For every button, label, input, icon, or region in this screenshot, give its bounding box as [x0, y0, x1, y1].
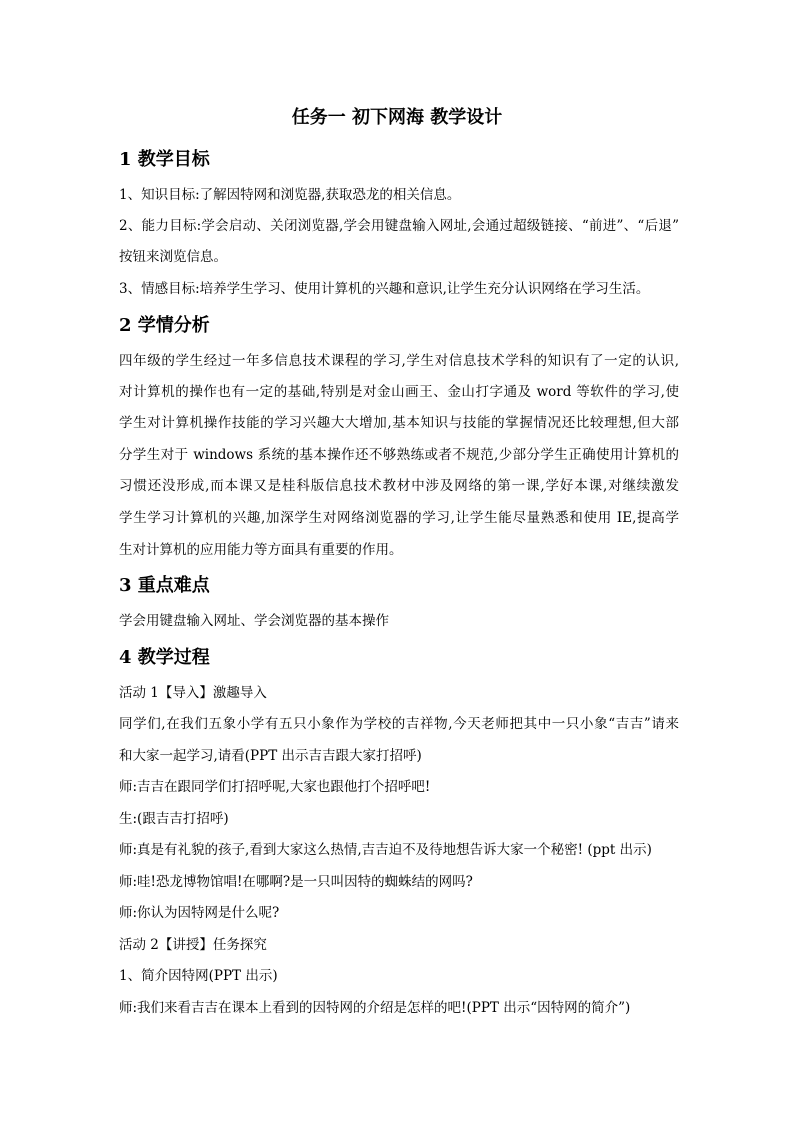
paragraph-line: 习惯还没形成,而本课又是桂科版信息技术教材中涉及网络的第一课,学好本课,对继续激发	[119, 478, 679, 494]
paragraph-line: 3、情感目标:培养学生学习、使用计算机的兴趣和意识,让学生充分认识网络在学习生活。	[119, 281, 650, 297]
document-title: 任务一 初下网海 教学设计	[291, 107, 503, 128]
paragraph-line: 生对计算机的应用能力等方面具有重要的作用。	[119, 542, 403, 558]
paragraph-line: 师:哇!恐龙博物馆唱!在哪啊?是一只叫因特的蜘蛛结的网吗?	[119, 874, 473, 890]
paragraph-line: 对计算机的操作也有一定的基础,特别是对金山画王、金山打字通及 word 等软件的学习,使	[119, 384, 679, 400]
paragraph-line: 活动 1【导入】激趣导入	[119, 685, 267, 701]
section-heading-teaching-process: 4 教学过程	[119, 647, 210, 668]
paragraph-line: 和大家一起学习,请看(PPT 出示吉吉跟大家打招呼)	[119, 748, 422, 764]
paragraph-line: 师:吉吉在跟同学们打招呼呢,大家也跟他打个招呼吧!	[119, 779, 431, 795]
paragraph-line: 生:(跟吉吉打招呼)	[119, 811, 229, 827]
paragraph-line: 活动 2【讲授】任务探究	[119, 937, 267, 953]
paragraph-line: 师:我们来看吉吉在课本上看到的因特网的介绍是怎样的吧!(PPT 出示“因特网的简介”)	[119, 1000, 631, 1016]
paragraph-line: 四年级的学生经过一年多信息技术课程的学习,学生对信息技术学科的知识有了一定的认识,	[119, 353, 679, 369]
paragraph-line: 同学们,在我们五象小学有五只小象作为学校的吉祥物,今天老师把其中一只小象“吉吉”请来	[119, 716, 679, 732]
paragraph-line: 分学生对于 windows 系统的基本操作还不够熟练或者不规范,少部分学生正确使用计算机的	[119, 447, 679, 463]
paragraph-line: 师:真是有礼貌的孩子,看到大家这么热情,吉吉迫不及待地想告诉大家一个秘密! (ppt 出示)	[119, 842, 652, 858]
section-heading-key-points: 3 重点难点	[119, 575, 210, 596]
section-heading-objectives: 1 教学目标	[119, 149, 210, 170]
paragraph-line: 学会用键盘输入网址、学会浏览器的基本操作	[119, 613, 389, 629]
paragraph-line: 1、知识目标:了解因特网和浏览器,获取恐龙的相关信息。	[119, 187, 461, 203]
paragraph-line: 2、能力目标:学会启动、关闭浏览器,学会用键盘输入网址,会通过超级链接、“前进”、“后退”	[119, 218, 679, 234]
section-heading-student-analysis: 2 学情分析	[119, 315, 210, 336]
paragraph-line: 学生对计算机操作技能的学习兴趣大大增加,基本知识与技能的掌握情况还比较理想,但大部	[119, 415, 679, 431]
paragraph-line: 1、简介因特网(PPT 出示)	[119, 968, 278, 984]
paragraph-line: 学生学习计算机的兴趣,加深学生对网络浏览器的学习,让学生能尽量熟悉和使用 IE,提高学	[119, 510, 679, 526]
paragraph-line: 按钮来浏览信息。	[119, 249, 227, 265]
paragraph-line: 师:你认为因特网是什么呢?	[119, 905, 280, 921]
